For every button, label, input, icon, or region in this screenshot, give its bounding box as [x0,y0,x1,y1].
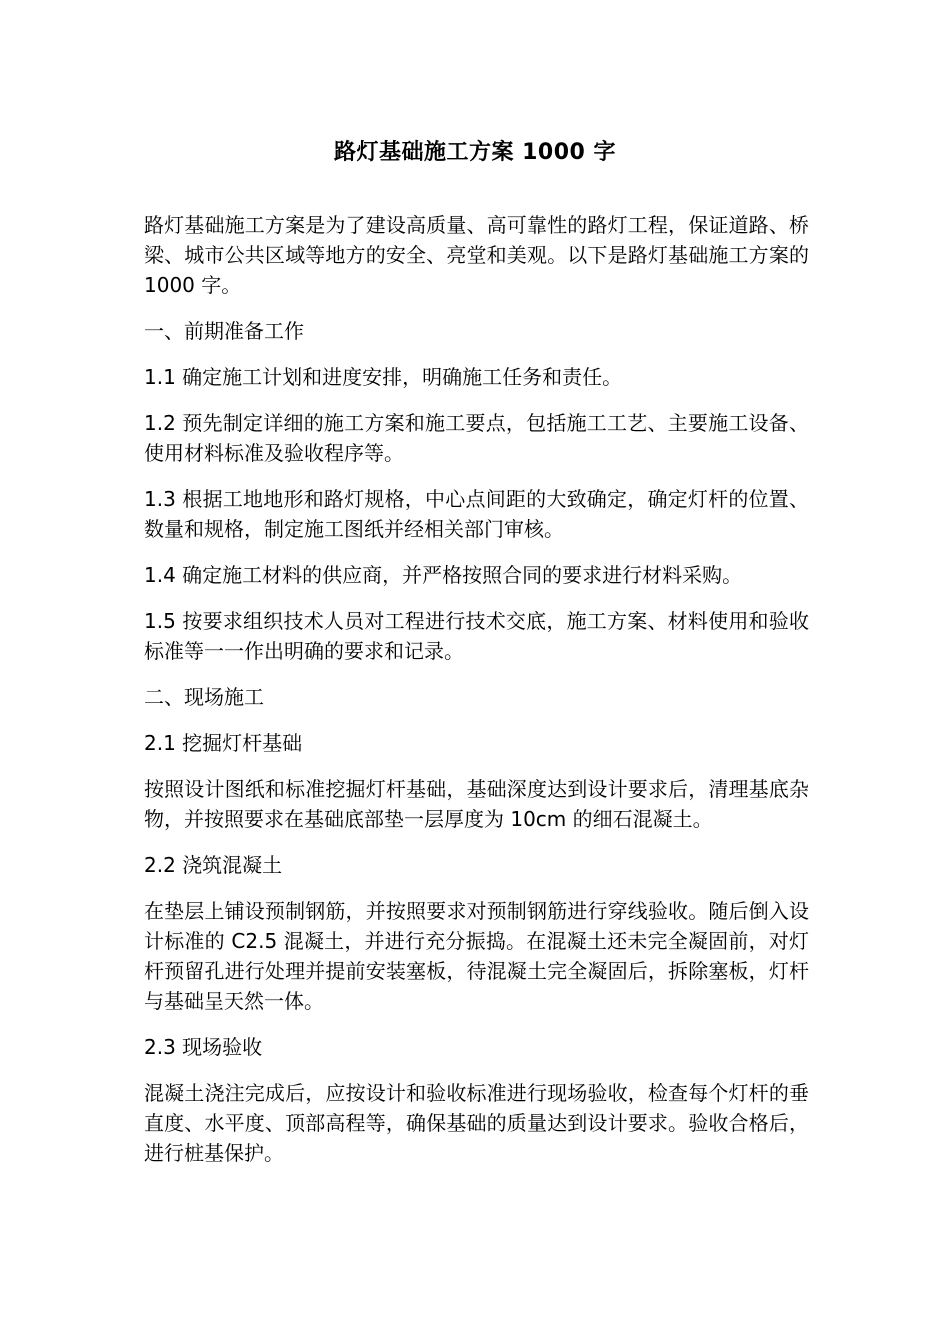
section-heading-preparation: 一、前期准备工作 [144,319,304,343]
paragraph-2-2-body: 在垫层上铺设预制钢筋，并按照要求对预制钢筋进行穿线验收。随后倒入设计标准的 C2.5 混凝土，并进行充分振捣。在混凝土还未完全凝固前，对灯杆预留孔进行处理并提前安装塞板，待混凝土完全凝固后，拆除塞板，灯杆与基础呈天然一体。 [144,899,809,1013]
paragraph-2-1-body: 按照设计图纸和标准挖掘灯杆基础，基础深度达到设计要求后，清理基底杂物，并按照要求在基础底部垫一层厚度为 10cm 的细石混凝土。 [144,777,809,831]
paragraph-1-3: 1.3 根据工地地形和路灯规格，中心点间距的大致确定，确定灯杆的位置、数量和规格，制定施工图纸并经相关部门审核。 [144,487,809,541]
subheading-2-3: 2.3 现场验收 [144,1035,263,1059]
paragraph-1-1: 1.1 确定施工计划和进度安排，明确施工任务和责任。 [144,365,623,389]
paragraph-1-2: 1.2 预先制定详细的施工方案和施工要点，包括施工工艺、主要施工设备、使用材料标准及验收程序等。 [144,411,809,465]
page-title: 路灯基础施工方案 1000 字 [333,140,617,165]
paragraph-1-5: 1.5 按要求组织技术人员对工程进行技术交底，施工方案、材料使用和验收标准等一一作出明确的要求和记录。 [144,609,809,663]
section-heading-construction: 二、现场施工 [144,685,264,709]
subheading-2-1: 2.1 挖掘灯杆基础 [144,731,303,755]
paragraph-2-3-body: 混凝土浇注完成后，应按设计和验收标准进行现场验收，检查每个灯杆的垂直度、水平度、顶部高程等，确保基础的质量达到设计要求。验收合格后，进行桩基保护。 [144,1081,809,1165]
subheading-2-2: 2.2 浇筑混凝土 [144,853,283,877]
paragraph-intro: 路灯基础施工方案是为了建设高质量、高可靠性的路灯工程，保证道路、桥梁、城市公共区域等地方的安全、亮堂和美观。以下是路灯基础施工方案的 1000 字。 [144,213,809,297]
paragraph-1-4: 1.4 确定施工材料的供应商，并严格按照合同的要求进行材料采购。 [144,563,743,587]
document-body [144,210,809,1184]
